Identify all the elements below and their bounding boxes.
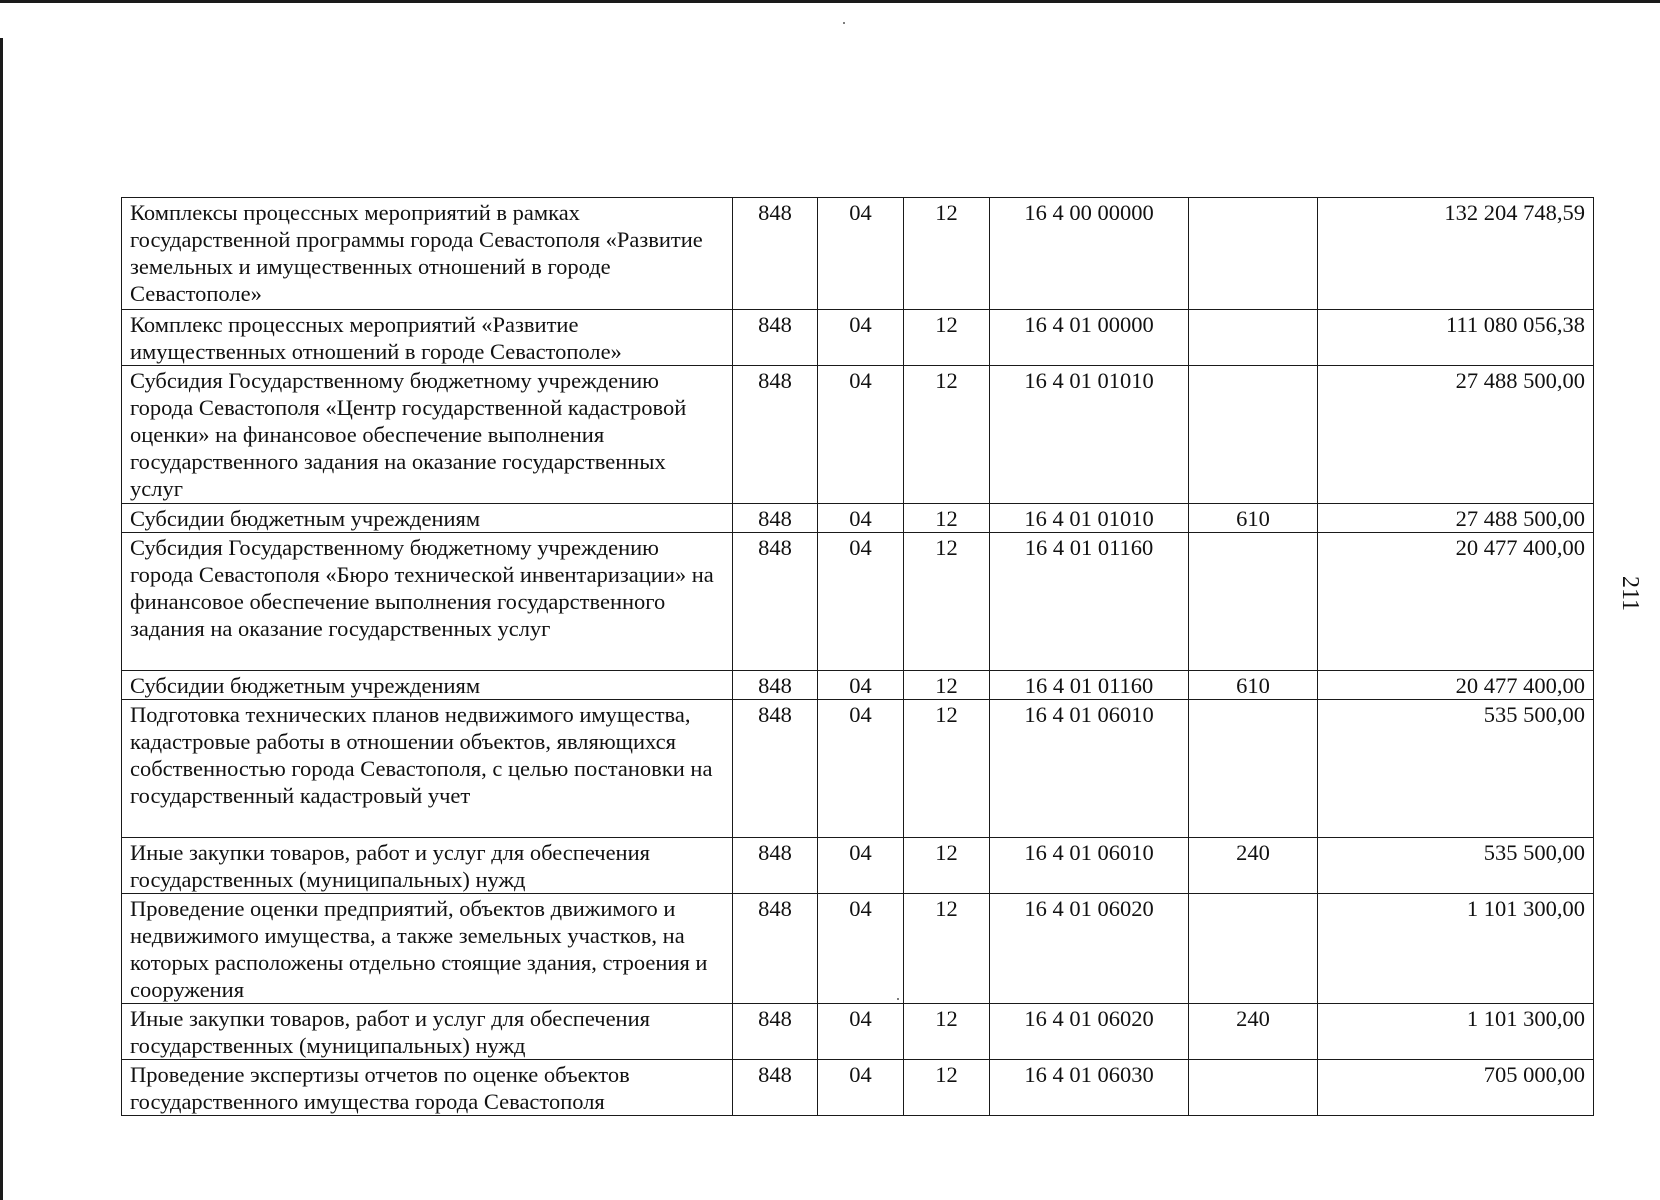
row-target-code: 16 4 01 06010 — [990, 700, 1189, 838]
table-row — [122, 700, 1594, 838]
row-section-code: 04 — [818, 198, 904, 310]
row-amount: 27 488 500,00 — [1318, 504, 1594, 533]
row-section-code: 04 — [818, 1004, 904, 1060]
row-subsection-code: 12 — [904, 310, 990, 366]
row-ministry-code: 848 — [733, 198, 818, 310]
table-row — [122, 533, 1594, 671]
row-expense-type: 240 — [1189, 838, 1318, 894]
row-expense-type — [1189, 533, 1318, 671]
row-amount: 132 204 748,59 — [1318, 198, 1594, 310]
table-row — [122, 310, 1594, 366]
row-subsection-code: 12 — [904, 1004, 990, 1060]
row-amount: 111 080 056,38 — [1318, 310, 1594, 366]
row-subsection-code: 12 — [904, 504, 990, 533]
row-name: Субсидия Государственному бюджетному учреждению города Севастополя «Бюро технической инвентаризации» на финансовое обеспечение выполнения государственного задания на оказание государственных услуг — [122, 533, 733, 671]
row-section-code: 04 — [818, 671, 904, 700]
row-name: Проведение экспертизы отчетов по оценке объектов государственного имущества города Севастополя — [122, 1060, 733, 1116]
row-name: Субсидии бюджетным учреждениям — [122, 671, 733, 700]
row-amount: 20 477 400,00 — [1318, 671, 1594, 700]
table-row — [122, 894, 1594, 1004]
page-number: 211 — [1617, 575, 1644, 612]
row-expense-type — [1189, 1060, 1318, 1116]
row-target-code: 16 4 01 01160 — [990, 533, 1189, 671]
row-ministry-code: 848 — [733, 366, 818, 504]
row-name: Иные закупки товаров, работ и услуг для обеспечения государственных (муниципальных) нужд — [122, 838, 733, 894]
row-section-code: 04 — [818, 533, 904, 671]
row-target-code: 16 4 00 00000 — [990, 198, 1189, 310]
row-ministry-code: 848 — [733, 671, 818, 700]
row-section-code: 04 — [818, 700, 904, 838]
row-name: Субсидия Государственному бюджетному учреждению города Севастополя «Центр государственной кадастровой оценки» на финансовое обеспечение выполнения государственного задания на оказание государственных услуг — [122, 366, 733, 504]
row-amount: 1 101 300,00 — [1318, 1004, 1594, 1060]
table-row — [122, 671, 1594, 700]
table-row — [122, 838, 1594, 894]
table-row — [122, 504, 1594, 533]
row-target-code: 16 4 01 01010 — [990, 366, 1189, 504]
row-ministry-code: 848 — [733, 894, 818, 1004]
row-amount: 27 488 500,00 — [1318, 366, 1594, 504]
budget-table — [121, 197, 1594, 1116]
table-row — [122, 366, 1594, 504]
row-target-code: 16 4 01 01160 — [990, 671, 1189, 700]
row-section-code: 04 — [818, 894, 904, 1004]
row-ministry-code: 848 — [733, 700, 818, 838]
row-ministry-code: 848 — [733, 1060, 818, 1116]
row-expense-type — [1189, 310, 1318, 366]
row-target-code: 16 4 01 00000 — [990, 310, 1189, 366]
row-name: Проведение оценки предприятий, объектов движимого и недвижимого имущества, а также земельных участков, на которых расположены отдельно стоящие здания, строения и сооружения — [122, 894, 733, 1004]
row-section-code: 04 — [818, 504, 904, 533]
row-target-code: 16 4 01 06020 — [990, 1004, 1189, 1060]
row-amount: 705 000,00 — [1318, 1060, 1594, 1116]
row-expense-type: 610 — [1189, 671, 1318, 700]
row-subsection-code: 12 — [904, 366, 990, 504]
row-subsection-code: 12 — [904, 198, 990, 310]
row-section-code: 04 — [818, 838, 904, 894]
scan-speck — [843, 22, 845, 24]
row-expense-type — [1189, 366, 1318, 504]
table-row — [122, 1060, 1594, 1116]
row-expense-type — [1189, 198, 1318, 310]
row-name: Подготовка технических планов недвижимого имущества, кадастровые работы в отношении объектов, являющихся собственностью города Севастополя, с целью постановки на государственный кадастровый учет — [122, 700, 733, 838]
row-ministry-code: 848 — [733, 310, 818, 366]
row-subsection-code: 12 — [904, 894, 990, 1004]
row-amount: 535 500,00 — [1318, 838, 1594, 894]
row-amount: 20 477 400,00 — [1318, 533, 1594, 671]
table-row — [122, 1004, 1594, 1060]
row-name: Комплексы процессных мероприятий в рамках государственной программы города Севастополя «Развитие земельных и имущественных отношений в городе Севастополе» — [122, 198, 733, 310]
row-amount: 1 101 300,00 — [1318, 894, 1594, 1004]
row-target-code: 16 4 01 01010 — [990, 504, 1189, 533]
row-subsection-code: 12 — [904, 838, 990, 894]
scan-left-edge — [0, 38, 3, 1200]
row-subsection-code: 12 — [904, 700, 990, 838]
table-row — [122, 198, 1594, 310]
row-section-code: 04 — [818, 366, 904, 504]
row-section-code: 04 — [818, 310, 904, 366]
row-target-code: 16 4 01 06010 — [990, 838, 1189, 894]
row-subsection-code: 12 — [904, 1060, 990, 1116]
row-subsection-code: 12 — [904, 671, 990, 700]
row-amount: 535 500,00 — [1318, 700, 1594, 838]
row-name: Комплекс процессных мероприятий «Развитие имущественных отношений в городе Севастополе» — [122, 310, 733, 366]
scan-top-edge — [0, 0, 1660, 3]
row-expense-type — [1189, 894, 1318, 1004]
row-name: Иные закупки товаров, работ и услуг для обеспечения государственных (муниципальных) нужд — [122, 1004, 733, 1060]
row-ministry-code: 848 — [733, 1004, 818, 1060]
row-section-code: 04 — [818, 1060, 904, 1116]
row-expense-type: 610 — [1189, 504, 1318, 533]
row-expense-type — [1189, 700, 1318, 838]
row-target-code: 16 4 01 06020 — [990, 894, 1189, 1004]
row-ministry-code: 848 — [733, 838, 818, 894]
row-ministry-code: 848 — [733, 504, 818, 533]
row-expense-type: 240 — [1189, 1004, 1318, 1060]
row-ministry-code: 848 — [733, 533, 818, 671]
row-target-code: 16 4 01 06030 — [990, 1060, 1189, 1116]
row-subsection-code: 12 — [904, 533, 990, 671]
row-name: Субсидии бюджетным учреждениям — [122, 504, 733, 533]
